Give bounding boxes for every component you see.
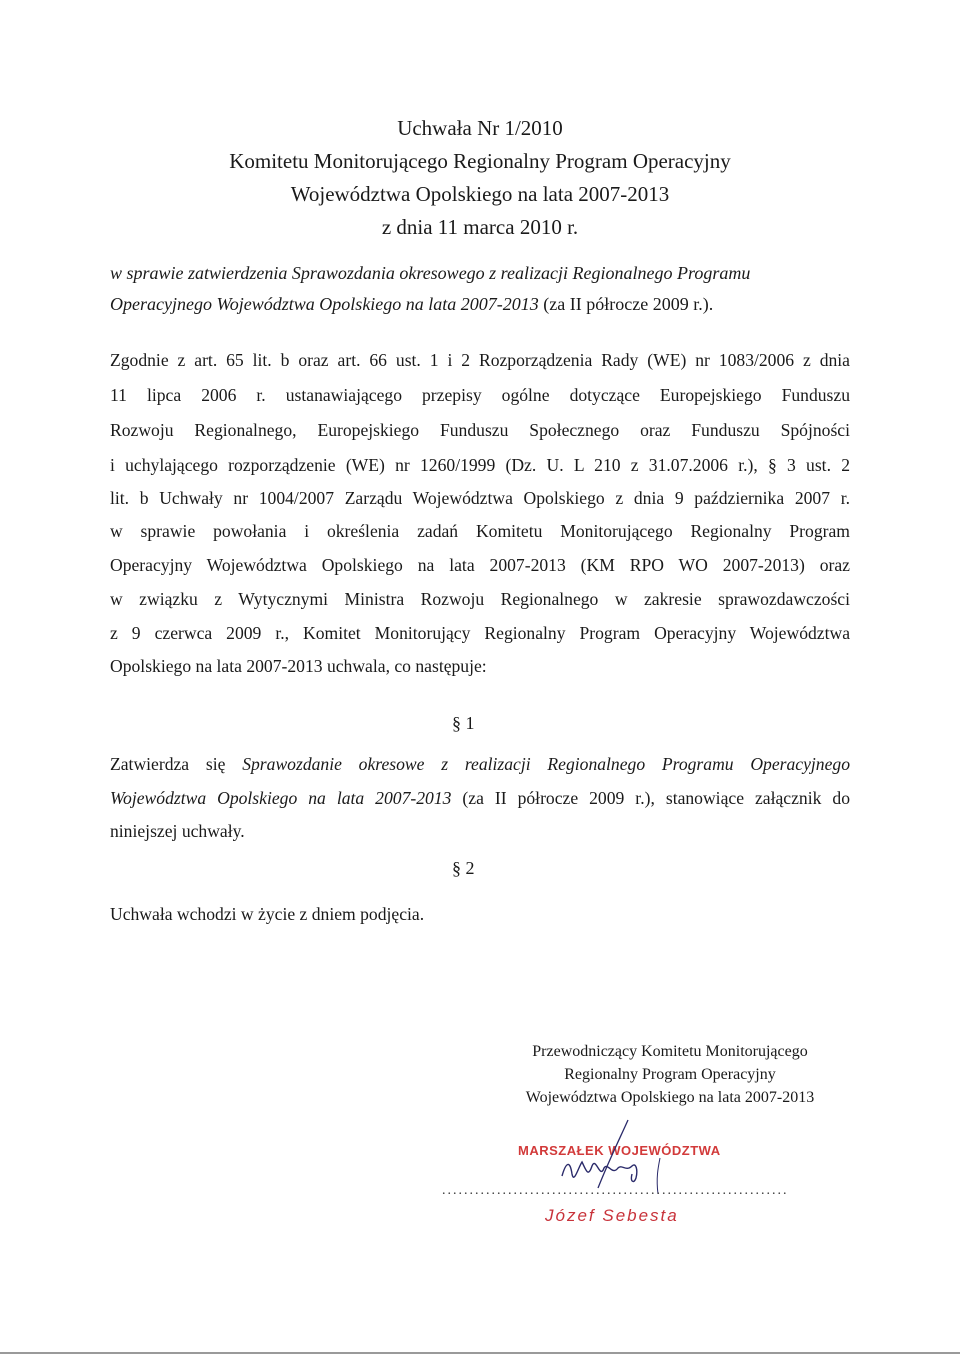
committee-name: Komitetu Monitorującego Regionalny Program Operacyjny bbox=[229, 149, 731, 173]
section-1-line-2 bbox=[110, 781, 850, 816]
section-1-line-3: niniejszej uchwały. bbox=[110, 821, 245, 841]
section-1-line-1-plain: Zatwierdza się bbox=[110, 754, 243, 774]
section-1-line-1 bbox=[110, 747, 850, 782]
section-1-heading: § 1 bbox=[452, 713, 475, 733]
subject-line-2-italic: Operacyjnego Województwa Opolskiego na lata 2007-2013 bbox=[110, 294, 539, 314]
stamp-signatory-name: Józef Sebesta bbox=[545, 1206, 679, 1225]
page-bottom-edge bbox=[0, 1352, 960, 1354]
subject-line-1: w sprawie zatwierdzenia Sprawozdania okresowego z realizacji Regionalnego Programu bbox=[110, 263, 751, 283]
chairman-title-line-1: Przewodniczący Komitetu Monitorującego bbox=[532, 1043, 808, 1060]
chairman-title-line-2: Regionalny Program Operacyjny bbox=[564, 1066, 776, 1083]
subject-line-2 bbox=[110, 288, 850, 321]
stamp-title: MARSZAŁEK WOJEWÓDZTWA bbox=[518, 1143, 721, 1158]
preamble-line: Opolskiego na lata 2007-2013 uchwala, co następuje: bbox=[110, 656, 487, 676]
preamble-line: Zgodnie z art. 65 lit. b oraz art. 66 ust. 1 i 2 Rozporządzenia Rady (WE) nr 1083/2006 z dnia bbox=[110, 350, 850, 370]
subject-line-2-plain: (za II półrocze 2009 r.). bbox=[538, 294, 714, 314]
chairman-title-line-3: Województwa Opolskiego na lata 2007-2013 bbox=[525, 1089, 815, 1106]
preamble-line: z 9 czerwca 2009 r., Komitet Monitorujący Regionalny Program Operacyjny Województwa bbox=[110, 623, 850, 643]
preamble-line: i uchylającego rozporządzenie (WE) nr 1260/1999 (Dz. U. L 210 z 31.07.2006 r.), § 3 ust. 2 bbox=[110, 455, 850, 475]
resolution-date: z dnia 11 marca 2010 r. bbox=[381, 215, 579, 239]
voivodeship-name: Województwa Opolskiego na lata 2007-2013 bbox=[290, 182, 670, 206]
section-1-line-2-plain: (za II półrocze 2009 r.), stanowiące załącznik do bbox=[451, 788, 850, 808]
preamble-line: w związku z Wytycznymi Ministra Rozwoju Regionalnego w zakresie sprawozdawczości bbox=[110, 589, 850, 609]
section-1-line-2-italic: Województwa Opolskiego na lata 2007-2013 bbox=[110, 788, 452, 808]
preamble-line: Operacyjny Województwa Opolskiego na lata 2007-2013 (KM RPO WO 2007-2013) oraz bbox=[110, 555, 850, 575]
signature-dotted-line: ............................................................... bbox=[442, 1183, 789, 1198]
resolution-title: Uchwała Nr 1/2010 bbox=[397, 116, 563, 140]
section-1-line-1-italic: Sprawozdanie okresowe z realizacji Regionalnego Programu Operacyjnego bbox=[242, 754, 850, 774]
preamble-line: lit. b Uchwały nr 1004/2007 Zarządu Województwa Opolskiego z dnia 9 października 2007 r. bbox=[110, 488, 850, 508]
preamble-line: 11 lipca 2006 r. ustanawiającego przepisy ogólne dotyczące Europejskiego Funduszu bbox=[110, 385, 850, 405]
section-2-heading: § 2 bbox=[452, 858, 475, 878]
preamble-line: w sprawie powołania i określenia zadań Komitetu Monitorującego Regionalny Program bbox=[110, 521, 850, 541]
preamble-line: Rozwoju Regionalnego, Europejskiego Funduszu Społecznego oraz Funduszu Spójności bbox=[110, 420, 850, 440]
section-2-line-1: Uchwała wchodzi w życie z dniem podjęcia. bbox=[110, 904, 425, 924]
